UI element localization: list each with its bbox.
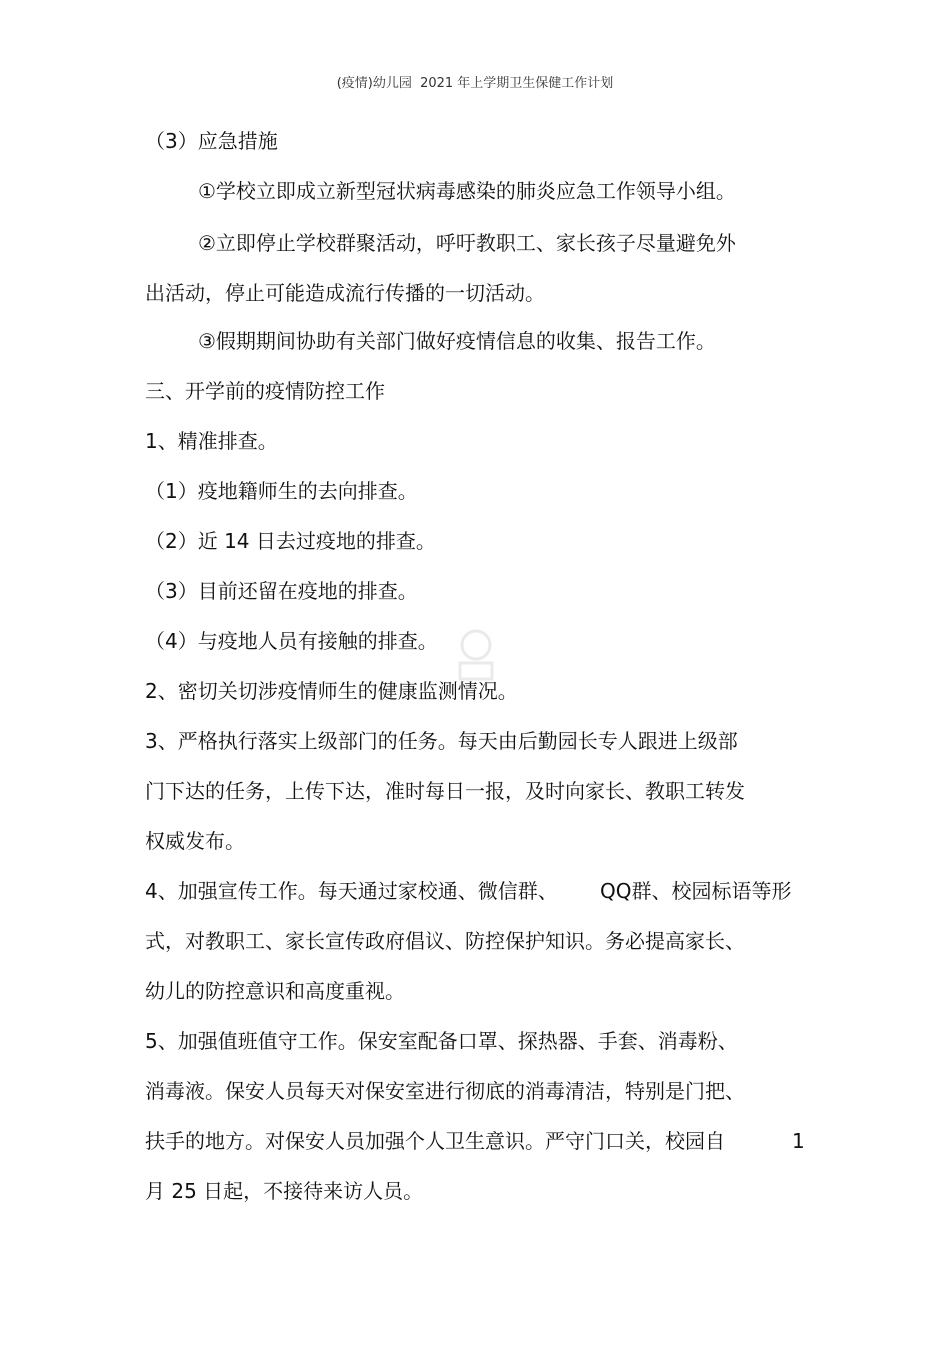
item-publicity-cont-1: 式，对教职工、家长宣传政府倡议、防控保护知识。务必提高家长、 <box>145 929 745 953</box>
sub-item-4: （4）与疫地人员有接触的排查。 <box>145 629 438 653</box>
sub-item-2: （2）近 14 日去过疫地的排查。 <box>145 529 436 553</box>
item-duty-cont-2: 扶手的地方。对保安人员加强个人卫生意识。严守门口关，校园自 <box>145 1129 725 1153</box>
item-duty: 5、加强值班值守工作。保安室配备口罩、探热器、手套、消毒粉、 <box>145 1029 738 1053</box>
item-implement-tasks-cont-1: 门下达的任务，上传下达，准时每日一报，及时向家长、教职工转发 <box>145 779 745 803</box>
date-month-number: 1 <box>792 1129 805 1153</box>
item-precise-screening: 1、精准排查。 <box>145 429 278 453</box>
item-implement-tasks: 3、严格执行落实上级部门的任务。每天由后勤园长专人跟进上级部 <box>145 729 738 753</box>
item-publicity-cont-2: 幼儿的防控意识和高度重视。 <box>145 979 405 1003</box>
item-implement-tasks-cont-2: 权威发布。 <box>145 829 245 853</box>
measure-2-cont: 出活动，停止可能造成流行传播的一切活动。 <box>145 281 545 305</box>
sub-item-3: （3）目前还留在疫地的排查。 <box>145 579 418 603</box>
item-duty-cont-3: 月 25 日起，不接待来访人员。 <box>145 1179 424 1203</box>
item-publicity: 4、加强宣传工作。每天通过家校通、微信群、 <box>145 879 558 903</box>
item-duty-cont-1: 消毒液。保安人员每天对保安室进行彻底的消毒清洁，特别是门把、 <box>145 1079 745 1103</box>
watermark-icon <box>452 625 500 685</box>
sub-item-1: （1）疫地籍师生的去向排查。 <box>145 479 418 503</box>
item-publicity-qq: QQ群、校园标语等形 <box>600 879 792 903</box>
document-header: (疫情)幼儿园 2021 年上学期卫生保健工作计划 <box>336 76 614 91</box>
section-emergency-measures: （3）应急措施 <box>145 129 278 153</box>
measure-3: ③假期期间协助有关部门做好疫情信息的收集、报告工作。 <box>198 329 716 353</box>
heading-pre-school-prevention: 三、开学前的疫情防控工作 <box>145 379 385 403</box>
measure-1: ①学校立即成立新型冠状病毒感染的肺炎应急工作领导小组。 <box>198 179 736 203</box>
item-health-monitoring: 2、密切关切涉疫情师生的健康监测情况。 <box>145 679 518 703</box>
measure-2: ②立即停止学校群聚活动，呼吁教职工、家长孩子尽量避免外 <box>198 231 736 255</box>
